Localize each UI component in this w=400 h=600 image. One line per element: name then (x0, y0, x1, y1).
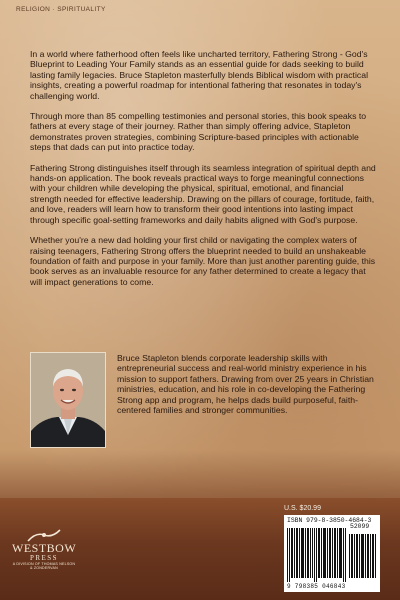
author-photo (30, 352, 106, 448)
publisher-logo (12, 528, 76, 592)
description (30, 49, 376, 297)
description-paragraph-1: In a world where fatherhood often feels like uncharted territory, Fathering Strong - God's Blueprint to Leading Your Family stands as an essential guide for dads seeking to build lasting family legacies. Bruce Stapleton masterfully blends Biblical wisdom with practical insights, creating a powerful roadmap for intentional fathering that resonates in today's challenging world. (30, 49, 368, 101)
barcode-bars (287, 528, 347, 582)
author-section (30, 352, 376, 448)
ean-digits: 9 798385 046843 (287, 583, 346, 590)
addon-code: 52099 (350, 523, 370, 530)
isbn-text: ISBN 979-8-3850-4684-3 (287, 517, 372, 524)
description-paragraph-3: Fathering Strong distinguishes itself through its seamless integration of spiritual depth and hands-on application. The book reveals practical ways to forge meaningful connections with your children while developing the physical, spiritual, emotional, and financial strength needed for effective leadership. Drawing on the pillars of courage, fortitude, faith, and love, readers will learn how to transform their good intentions into lasting impact through specific goal-setting frameworks and daily habits aligned with God's purpose. (30, 162, 376, 225)
barcode (284, 515, 380, 592)
price-label: U.S. $20.99 (284, 505, 321, 512)
description-paragraph-2: Through more than 85 compelling testimonies and personal stories, this book speaks to fathers at every stage of their journey. Rather than simply offering advice, Stapleton demonstrates proven strategies, combining Scripture-based principles with actionable steps that dads can put into practice today. (30, 111, 367, 153)
addon-barcode-bars (349, 528, 377, 578)
publisher-division: A DIVISION OF THOMAS NELSON & ZONDERVAN (12, 562, 76, 571)
publisher-press: PRESS (29, 554, 59, 562)
category-label: RELIGION · SPIRITUALITY (16, 6, 106, 13)
publisher-name: WESTBOW (12, 541, 77, 555)
author-bio: Bruce Stapleton blends corporate leadership skills with entrepreneurial success and real-world ministry experience in his mission to support fathers. Drawing from over 25 years in Christian ministries, education, and his role in co-developing the Fathering Strong app and program, he helps dads build purposeful, faith-centered families and stronger communities. (117, 353, 374, 416)
publisher-emblem-icon (24, 528, 64, 542)
description-paragraph-4: Whether you're a new dad holding your first child or navigating the complex waters of raising teenagers, Fathering Strong offers the blueprint needed to build an unshakeable foundation of faith and purpose in your family. More than just another parenting guide, this book serves as an invaluable resource for any father determined to create a legacy that will impact generations to come. (30, 235, 376, 287)
